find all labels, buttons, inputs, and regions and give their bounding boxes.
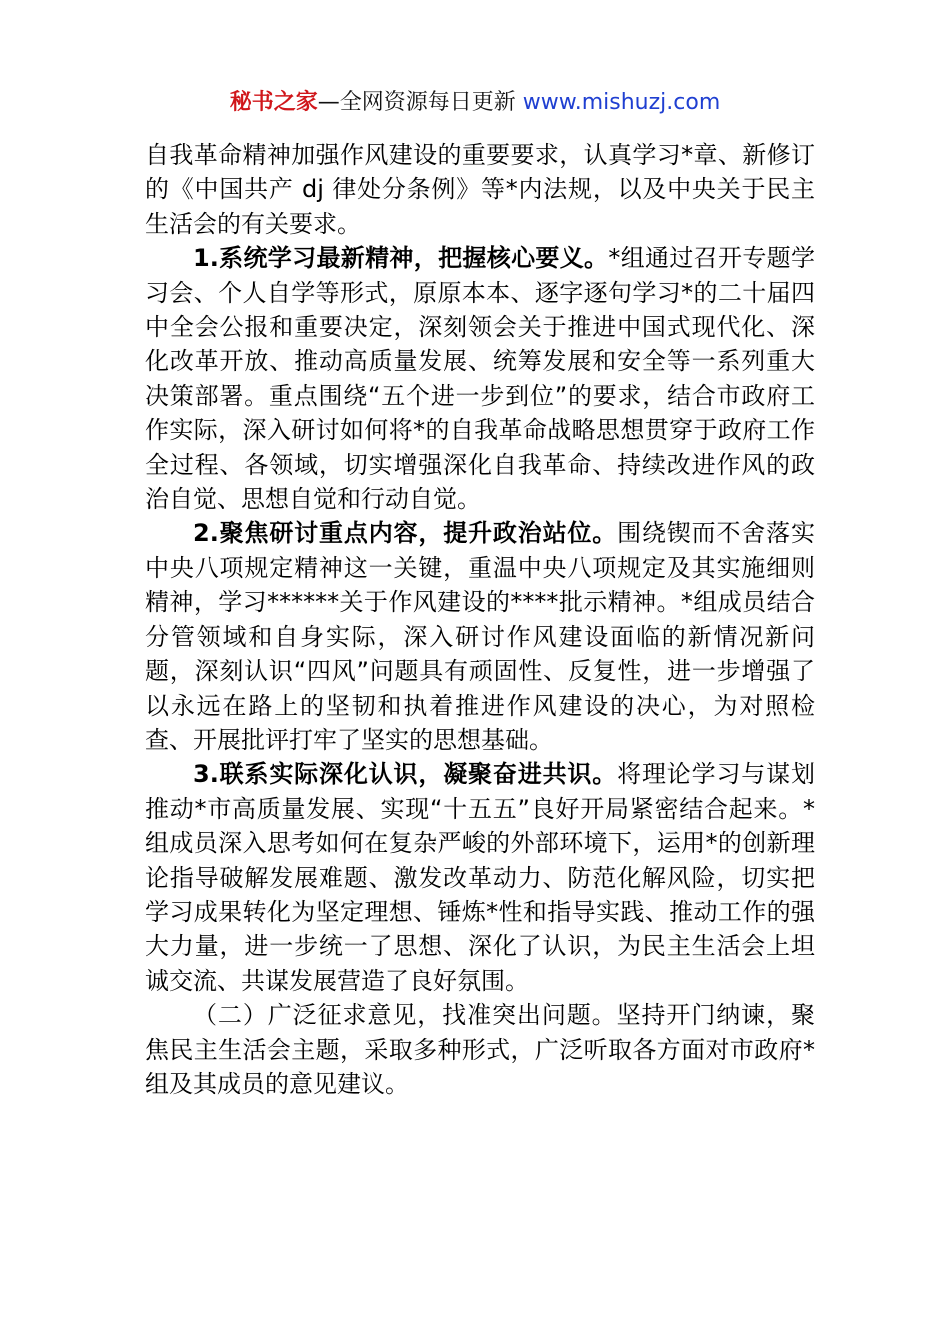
paragraph-3 xyxy=(145,757,815,998)
paragraph-1 xyxy=(145,241,815,516)
site-url[interactable]: www.mishuzj.com xyxy=(522,90,721,115)
brand-name: 秘书之家 xyxy=(229,90,318,115)
paragraph-continuation: 自我革命精神加强作风建设的重要要求，认真学习*章、新修订的《中国共产 dj 律处分条例》等*内法规，以及中央关于民主生活会的有关要求。 xyxy=(145,141,815,238)
paragraph-1-text: *组通过召开专题学习会、个人自学等形式，原原本本、逐字逐句学习*的二十届四中全会公报和重要决定，深刻领会关于推进中国式现代化、深化改革开放、推动高质量发展、统筹发展和安全等一系列重大决策部署。重点围绕“五个进一步到位”的要求，结合市政府工作实际，深入研讨如何将*的自我革命战略思想贯穿于政府工作全过程、各领域，切实增强深化自我革命、持续改进作风的政治自觉、思想自觉和行动自觉。 xyxy=(145,244,815,514)
paragraph-1-heading: 1.系统学习最新精神，把握核心要义。 xyxy=(193,244,609,273)
watermark-header xyxy=(0,88,950,118)
paragraph-2-heading: 2.聚焦研讨重点内容，提升政治站位。 xyxy=(193,519,618,548)
paragraph-2-text: 围绕锲而不舍落实中央八项规定精神这一关键，重温中央八项规定及其实施细则精神，学习******关于作风建设的****批示精神。*组成员结合分管领域和自身实际，深入研讨作风建设面临的新情况新问题，深刻认识“四风”问题具有顽固性、反复性，进一步增强了以永远在路上的坚韧和执着推进作风建设的决心，为对照检查、开展批评打牢了坚实的思想基础。 xyxy=(145,519,815,754)
paragraph-3-heading: 3.联系实际深化认识，凝聚奋进共识。 xyxy=(193,760,618,789)
document-body xyxy=(145,138,815,1101)
paragraph-3-text: 将理论学习与谋划推动*市高质量发展、实现“十五五”良好开局紧密结合起来。*组成员深入思考如何在复杂严峻的外部环境下，运用*的创新理论指导破解发展难题、激发改革动力、防范化解风险，切实把学习成果转化为坚定理想、锤炼*性和指导实践、推动工作的强大力量，进一步统一了思想、深化了认识，为民主生活会上坦诚交流、共谋发展营造了良好氛围。 xyxy=(145,760,815,995)
header-tagline: —全网资源每日更新 xyxy=(317,90,516,115)
paragraph-2 xyxy=(145,516,815,757)
paragraph-4: （二）广泛征求意见，找准突出问题。坚持开门纳谏，聚焦民主生活会主题，采取多种形式，广泛听取各方面对市政府*组及其成员的意见建议。 xyxy=(145,1001,815,1098)
